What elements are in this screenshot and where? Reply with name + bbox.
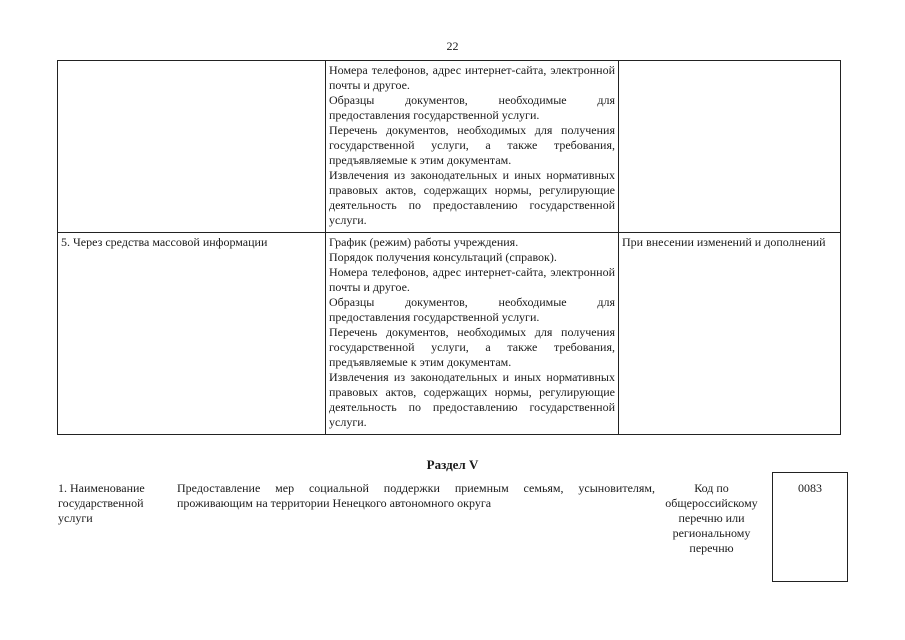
code-label: Код по общероссийскому перечню или региональному перечню (665, 481, 758, 555)
content-line: Образцы документов, необходимые для предоставления государственной услуги. (329, 295, 615, 324)
service-name-label: 1. Наименование государственной услуги (58, 481, 145, 525)
info-table (57, 60, 841, 435)
content-line: Извлечения из законодательных и иных нормативных правовых актов, содержащих нормы, регулирующие деятельность по предоставлению государственной услуги. (329, 168, 615, 227)
frequency-cell (619, 61, 841, 233)
code-box: 0083 (772, 472, 848, 582)
method-cell (58, 61, 326, 233)
content-line: Номера телефонов, адрес интернет-сайта, электронной почты и другое. (329, 63, 615, 92)
content-line: Образцы документов, необходимые для предоставления государственной услуги. (329, 93, 615, 122)
content-cell (326, 233, 619, 435)
frequency-cell: При внесении изменений и дополнений (619, 233, 841, 435)
page-number: 22 (446, 39, 459, 53)
method-cell: 5. Через средства массовой информации (58, 233, 326, 435)
content-line: Номера телефонов, адрес интернет-сайта, электронной почты и другое. (329, 265, 615, 294)
service-name-value: Предоставление мер социальной поддержки приемным семьям, усыновителям, проживающим на территории Ненецкого автономного округа (177, 481, 655, 510)
content-line: Порядок получения консультаций (справок). (329, 250, 557, 264)
table-row (58, 61, 841, 233)
section-title: Раздел V (426, 457, 479, 472)
content-cell (326, 61, 619, 233)
content-line: Перечень документов, необходимых для получения государственной услуги, а также требования, предъявляемые к этим документам. (329, 325, 615, 369)
table-row (58, 233, 841, 435)
content-line: График (режим) работы учреждения. (329, 235, 519, 249)
content-line: Извлечения из законодательных и иных нормативных правовых актов, содержащих нормы, регулирующие деятельность по предоставлению государственной услуги. (329, 370, 615, 429)
content-line: Перечень документов, необходимых для получения государственной услуги, а также требования, предъявляемые к этим документам. (329, 123, 615, 167)
